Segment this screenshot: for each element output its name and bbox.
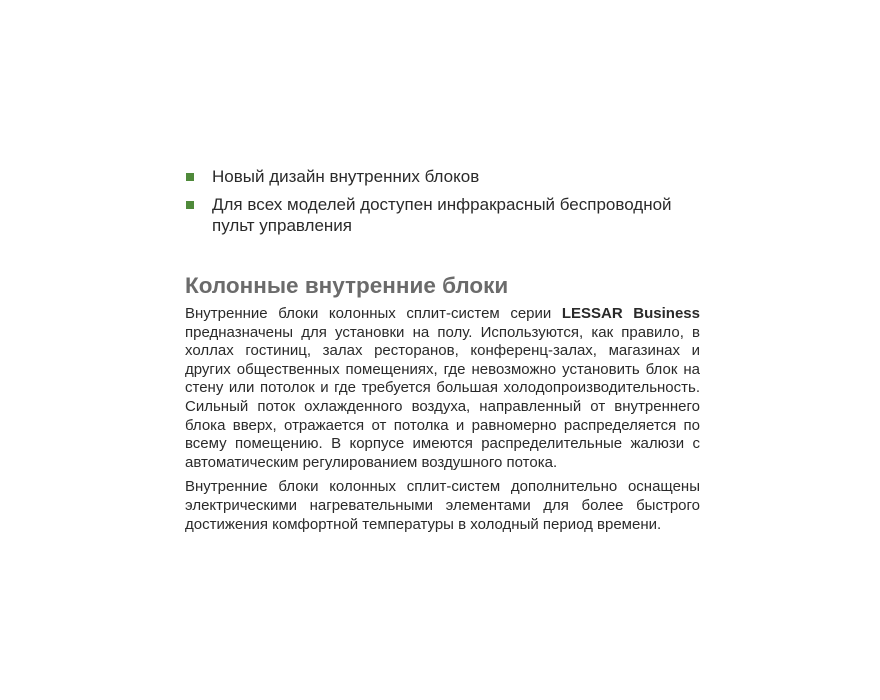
paragraph-intro: Внутренние блоки колонных сплит-систем серии (185, 305, 562, 322)
list-item-text: Для всех моделей доступен инфракрасный беспроводной пульт управления (212, 195, 672, 235)
document-page (185, 166, 700, 540)
list-item (185, 194, 700, 236)
feature-list (185, 166, 700, 236)
body-paragraph (185, 305, 700, 472)
body-paragraph: Внутренние блоки колонных сплит-систем дополнительно оснащены электрическими нагревательными элементами для более быстрого достижения комфортной температуры в холодный период времени. (185, 478, 700, 533)
brand-name: LESSAR Business (561, 305, 700, 322)
section-heading: Колонные внутренние блоки (185, 273, 509, 298)
list-item-text: Новый дизайн внутренних блоков (212, 167, 480, 186)
list-item (185, 166, 700, 187)
paragraph-rest: предназначены для установки на полу. Используются, как правило, в холлах гостиниц, залах ресторанов, конференц-залах, магазинах и других общественных помещениях, где невозможно установить блок на стену или потолок и где требуется большая холодопроизводительность. Сильный поток охлажденного воздуха, направленный от внутреннего блока вверх, отражается от потолка и равномерно распределяется по всему помещению. В корпусе имеются распределительные жалюзи с автоматическим регулированием воздушного потока. (185, 323, 700, 471)
square-bullet-icon (186, 201, 194, 209)
square-bullet-icon (186, 173, 194, 181)
